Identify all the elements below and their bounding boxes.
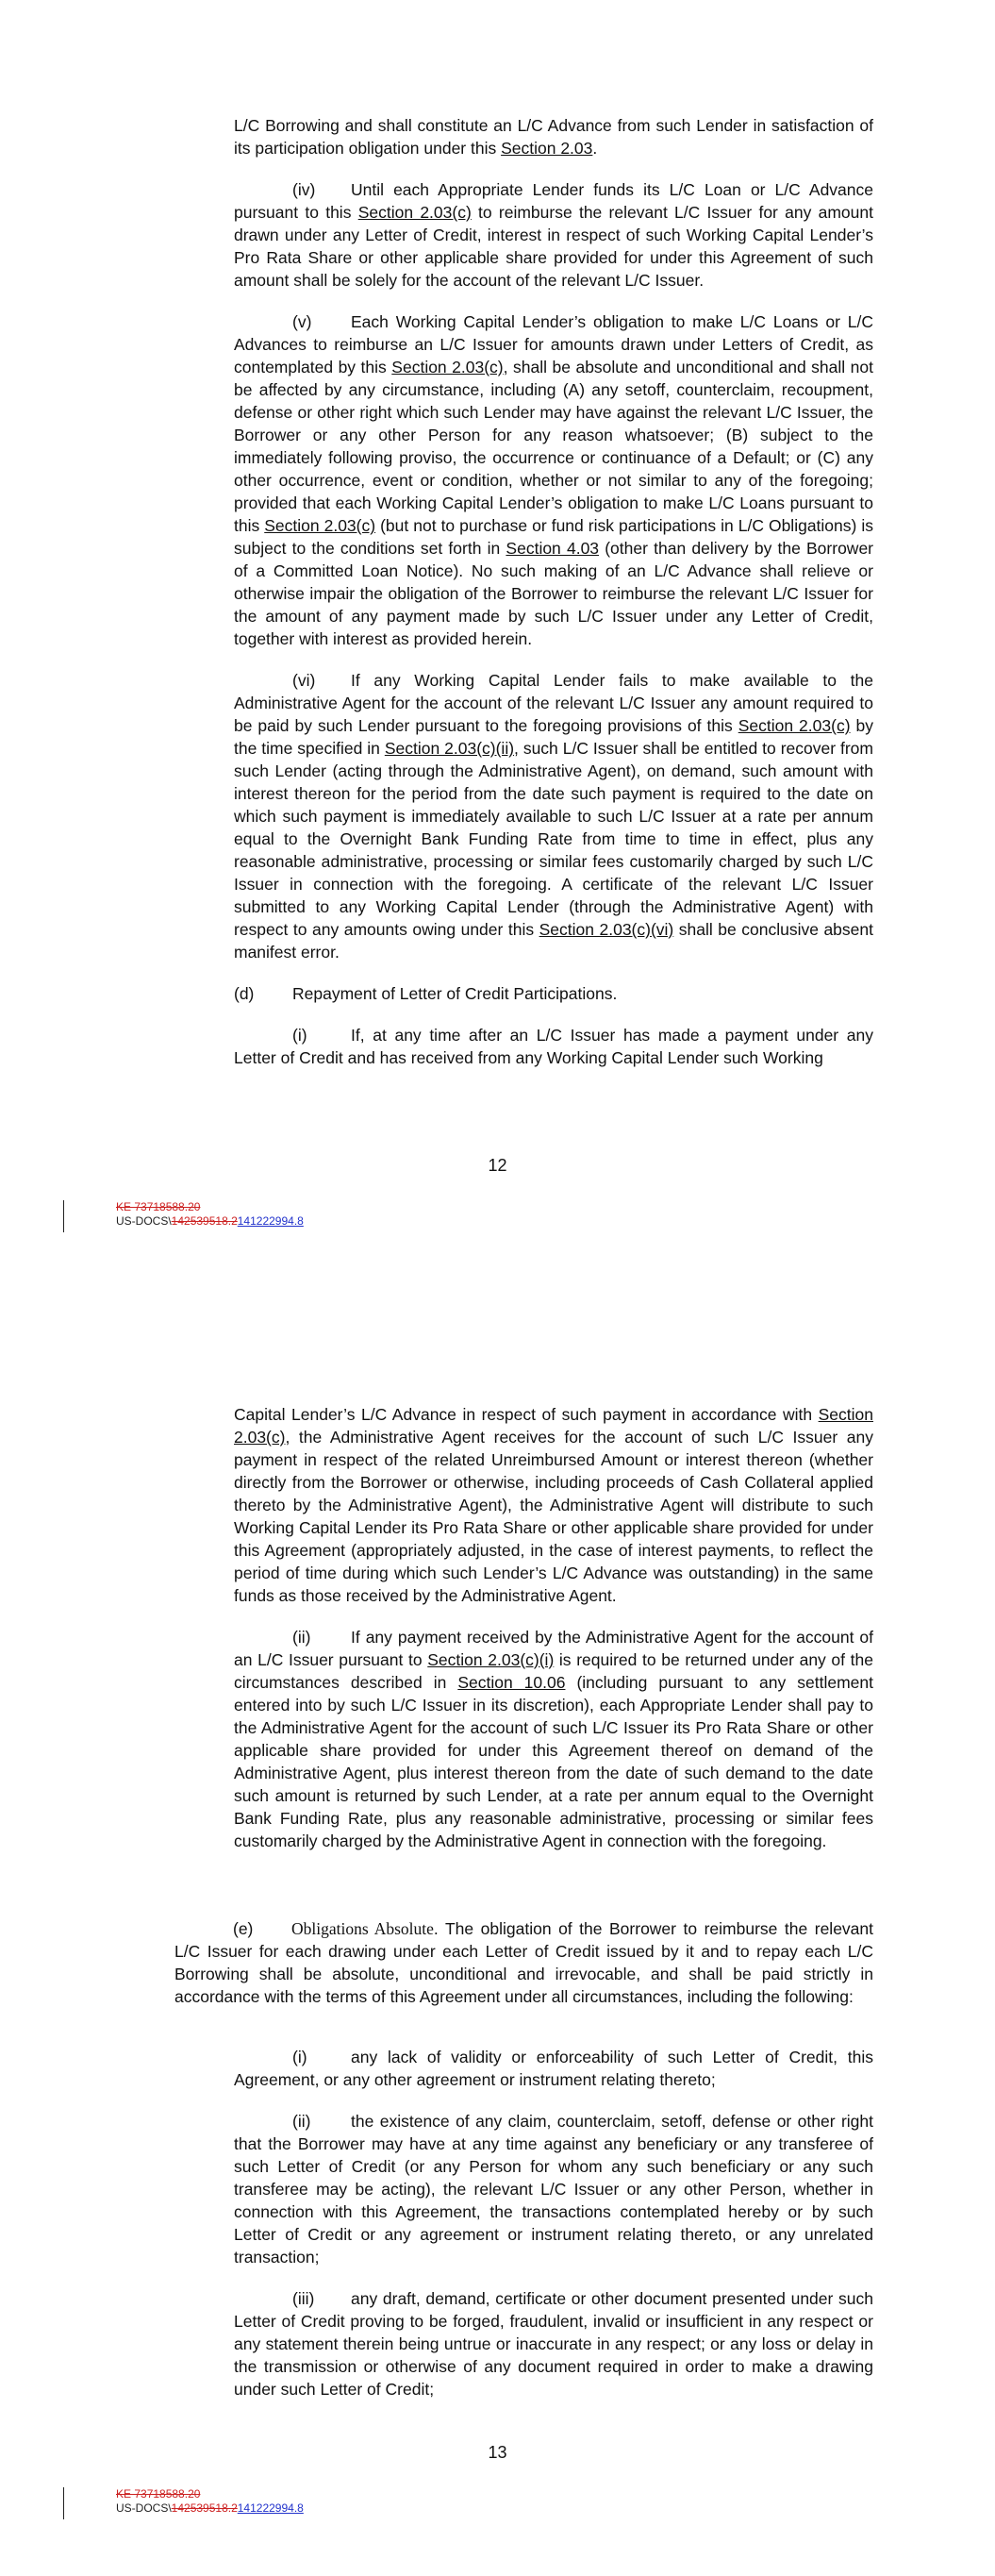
page-number: 13: [488, 2443, 507, 2462]
paragraph-continued: Capital Lender’s L/C Advance in respect of such payment in accordance with Section 2.03(c), the Administrative Agent receives for the account of such L/C Issuer any payment in respect of the related Unreimbursed Amount or interest thereon (whether directly from the Borrower or otherwise, including proceeds of Cash Collateral applied thereto by the Administrative Agent), the Administrative Agent will distribute to such Working Capital Lender its Pro Rata Share or other applicable share provided for under this Agreement (appropriately adjusted, in the case of interest payments, to reflect the period of time during which such Lender’s L/C Advance was outstanding) in the same funds as those received by the Administrative Agent.: [234, 1405, 873, 1605]
paragraph-e-i: (i) any lack of validity or enforceability of such Letter of Credit, this Agreement, or any other agreement or instrument relating thereto;: [234, 2048, 873, 2089]
footer-old-id: KE 73718588.20: [116, 2487, 201, 2501]
clause-number: (i): [292, 2048, 307, 2066]
clause-number: (ii): [292, 2112, 311, 2131]
page-number: 12: [488, 1156, 507, 1175]
footer-old-doc: 142539518.2: [171, 1214, 238, 1228]
footer-new-doc: 141222994.8: [237, 2501, 304, 2515]
paragraph-e-iii: (iii) any draft, demand, certificate or other document presented under such Letter of Credit proving to be forged, fraudulent, invalid or insufficient in any respect or any statement therein being untrue or inaccurate in any respect; or any loss or delay in the transmission or otherwise of any document required in order to make a drawing under such Letter of Credit;: [234, 2289, 873, 2399]
footer-new-doc: 141222994.8: [237, 1214, 304, 1228]
paragraph-iv: (iv) Until each Appropriate Lender funds its L/C Loan or L/C Advance pursuant to this Section 2.03(c) to reimburse the relevant L/C Issuer for any amount drawn under any Letter of Credit, interest in respect of such Working Capital Lender’s Pro Rata Share or other applicable share provided for under this Agreement of such amount shall be solely for the account of the relevant L/C Issuer.: [234, 180, 873, 290]
clause-number: (i): [292, 1026, 307, 1045]
footer-prefix: US-DOCS\: [116, 2501, 172, 2515]
section-ref-link[interactable]: Section 2.03(c)(ii): [384, 739, 515, 758]
footer-prefix: US-DOCS\: [116, 1214, 172, 1228]
paragraph-d-i: (i) If, at any time after an L/C Issuer has made a payment under any Letter of Credit and has received from any Working Capital Lender such Working: [234, 1026, 873, 1067]
footer-old-id: KE 73718588.20: [116, 1200, 201, 1213]
section-ref-link[interactable]: Section 2.03(c): [234, 1405, 873, 1447]
document-footer: [116, 2487, 304, 2516]
page-13-body-lower: [234, 2046, 873, 2419]
paragraph-e-ii: (ii) the existence of any claim, counterclaim, setoff, defense or other right that the Borrower may have at any time against any beneficiary or any transferee of such Letter of Credit (or any Person for whom any such beneficiary or any such transferee may be acting), the relevant L/C Issuer or any other Person, whether in connection with this Agreement, the transactions contemplated hereby or by such Letter of Credit or any agreement or instrument relating thereto, or any unrelated transaction;: [234, 2112, 873, 2267]
paragraph-lc-borrowing: L/C Borrowing and shall constitute an L/C Advance from such Lender in satisfaction of its participation obligation under this Section 2.03.: [234, 116, 873, 158]
clause-number: (v): [292, 312, 312, 331]
section-ref-link[interactable]: Section 2.03(c): [357, 203, 472, 222]
section-ref-link[interactable]: Section 2.03(c)(vi): [539, 920, 674, 939]
section-ref-link[interactable]: Section 4.03: [506, 539, 600, 558]
change-bar: [63, 1200, 64, 1232]
paragraph-e: (e) Obligations Absolute. The obligation of the Borrower to reimburse the relevant L/C Issuer for each drawing under each Letter of Credit issued by it and to repay each L/C Borrowing shall be absolute, unconditional and irrevocable, and shall be paid strictly in accordance with the terms of this Agreement under all circumstances, including the following:: [174, 1919, 874, 2006]
paragraph-v: (v) Each Working Capital Lender’s obligation to make L/C Loans or L/C Advances to reimburse an L/C Issuer for amounts drawn under Letters of Credit, as contemplated by this Section 2.03(c), shall be absolute and unconditional and shall not be affected by any circumstance, including (A) any setoff, counterclaim, recoupment, defense or other right which such Lender may have against the relevant L/C Issuer, the Borrower or any other Person for any reason whatsoever; (B) subject to the immediately following proviso, the occurrence or continuance of a Default; or (C) any other occurrence, event or condition, whether or not similar to any of the foregoing; provided that each Working Capital Lender’s obligation to make L/C Loans pursuant to this Section 2.03(c) (but not to purchase or fund risk participations in L/C Obligations) is subject to the conditions set forth in Section 4.03 (other than delivery by the Borrower of a Committed Loan Notice). No such making of an L/C Advance shall relieve or otherwise impair the obligation of the Borrower to reimburse the relevant L/C Issuer for the amount of any payment made by such L/C Issuer under any Letter of Credit, together with interest as provided herein.: [234, 312, 873, 648]
heading-d: [234, 982, 873, 1005]
clause-number: (vi): [292, 671, 316, 690]
clause-number: (d): [234, 984, 255, 1003]
clause-number: (iii): [292, 2289, 315, 2308]
page-13-body: [234, 1403, 873, 1871]
clause-number: (e): [233, 1919, 254, 1938]
section-ref-link[interactable]: Section 2.03: [501, 139, 593, 158]
section-ref-link[interactable]: Section 2.03(c): [391, 358, 504, 376]
page-13: [0, 1288, 995, 2576]
change-bar: [63, 2487, 64, 2519]
section-heading: Repayment of Letter of Credit Participations.: [292, 984, 618, 1003]
section-ref-link[interactable]: Section 2.03(c): [738, 716, 851, 735]
section-heading: Obligations Absolute: [291, 1919, 434, 1938]
clause-number: (ii): [292, 1628, 311, 1647]
paragraph-d-ii: (ii) If any payment received by the Administrative Agent for the account of an L/C Issuer pursuant to Section 2.03(c)(i) is required to be returned under any of the circumstances described in Section 10.06 (including pursuant to any settlement entered into by such L/C Issuer in its discretion), each Appropriate Lender shall pay to the Administrative Agent for the account of such L/C Issuer its Pro Rata Share or other applicable share provided for under this Agreement thereof on demand of the Administrative Agent, plus interest thereon from the date of such demand to the date such amount is returned by such Lender, at a rate per annum equal to the Overnight Bank Funding Rate, plus any reasonable administrative, processing or similar fees customarily charged by the Administrative Agent in connection with the foregoing.: [234, 1628, 873, 1850]
paragraph-vi: (vi) If any Working Capital Lender fails to make available to the Administrative Agent for the account of the relevant L/C Issuer any amount required to be paid by such Lender pursuant to the foregoing provisions of this Section 2.03(c) by the time specified in Section 2.03(c)(ii), such L/C Issuer shall be entitled to recover from such Lender (acting through the Administrative Agent), on demand, such amount with interest thereon for the period from the date such payment is required to the date on which such payment is immediately available to such L/C Issuer at a rate per annum equal to the Overnight Bank Funding Rate from time to time in effect, plus any reasonable administrative, processing or similar fees customarily charged by such L/C Issuer in connection with the foregoing. A certificate of the relevant L/C Issuer submitted to any Working Capital Lender (through the Administrative Agent) with respect to any amounts owing under this Section 2.03(c)(vi) shall be conclusive absent manifest error.: [234, 671, 873, 962]
section-ref-link[interactable]: Section 10.06: [457, 1673, 566, 1692]
section-ref-link[interactable]: Section 2.03(c)(i): [427, 1650, 555, 1669]
clause-number: (iv): [292, 180, 316, 199]
page-12-body: [234, 114, 873, 1088]
section-ref-link[interactable]: Section 2.03(c): [264, 516, 376, 535]
footer-old-doc: 142539518.2: [171, 2501, 238, 2515]
document-footer: [116, 1200, 304, 1229]
